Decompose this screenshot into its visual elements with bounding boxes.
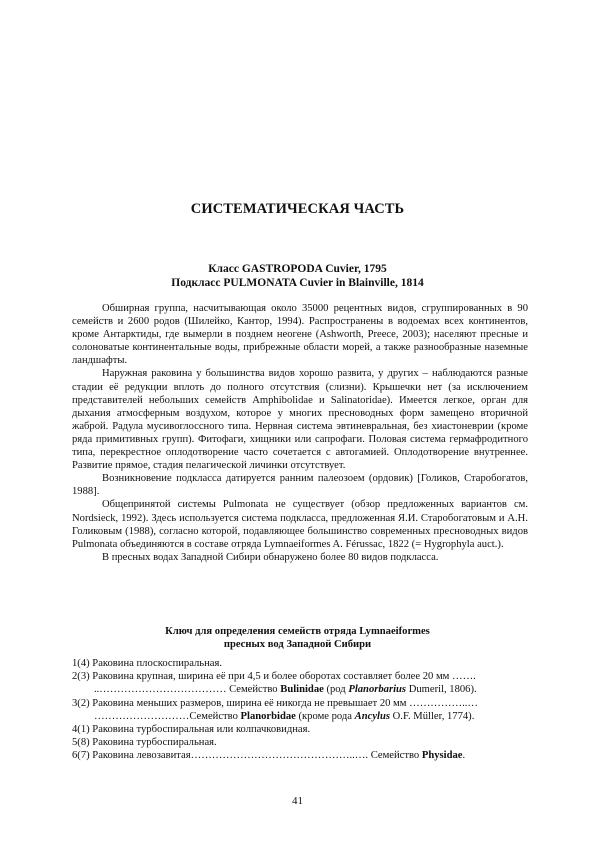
body-text (72, 302, 528, 564)
key-line-6: 4(1) Раковина турбоспиральная или колпачковидная. (72, 724, 311, 736)
identification-key (72, 657, 528, 763)
key-line-1: 1(4) Раковина плоскоспиральная. (72, 658, 223, 669)
key-line-8-end: . (462, 750, 466, 762)
key-line-7: 5(8) Раковина турбоспиральная. (72, 737, 217, 749)
key-line-5-leader: ………………………Семейство (94, 710, 241, 722)
paragraph-3: Возникновение подкласса датируется ранним палеозоем (ордовик) [Голиков, Старобогатов, 1988]. (72, 473, 528, 498)
class-heading-line-2: Подкласс PULMONATA Cuvier in Blainville, 1814 (171, 277, 424, 289)
key-line-3-leader: ..……………………………… Семейство (94, 684, 281, 696)
key-line-3 (72, 683, 528, 696)
key-line-8-leader: 6(7) Раковина левозавитая………………………………………..…. Семейство (72, 750, 422, 762)
key-heading-line-1: Ключ для определения семейств отряда Lymnaeiformes (165, 626, 430, 637)
class-heading (0, 262, 595, 290)
family-physidae: Physidae (421, 750, 463, 762)
paragraph-4: Общепринятой системы Pulmonata не существует (обзор предложенных вариантов см. Nordsieck, 1992). Здесь используется система подкласса, предложенная Я.И. Старобогатовым и А.Н. Голиковым (1988), согласно которой, подавляющее большинство современных пресноводных видов Pulmonata объединяются в составе отряда Lymnaeiformes A. Férussac, 1822 (= Hygrophyla auct.). (72, 499, 528, 550)
page-title: СИСТЕМАТИЧЕСКАЯ ЧАСТЬ (190, 201, 405, 217)
key-line-8 (72, 749, 528, 762)
key-line-3-end: Dumeril, 1806). (406, 684, 477, 696)
key-line-5 (72, 710, 528, 723)
family-bulinidae: Bulinidae (280, 684, 324, 696)
genus-ancylus: Ancylus (354, 710, 390, 722)
paragraph-5: В пресных водах Западной Сибири обнаружено более 80 видов подкласса. (102, 551, 439, 563)
key-line-2: 2(3) Раковина крупная, ширина её при 4,5 и более оборотах составляет более 20 мм ……. (72, 671, 476, 683)
class-heading-line-1: Класс GASTROPODA Cuvier, 1795 (208, 263, 387, 275)
key-line-5-mid: (кроме рода (295, 710, 355, 722)
key-heading (0, 625, 595, 651)
page-number: 41 (292, 795, 303, 807)
key-line-5-end: O.F. Müller, 1774). (390, 710, 475, 722)
key-line-4: 3(2) Раковина меньших размеров, ширина её никогда не превышает 20 мм ……………..… (72, 697, 478, 709)
key-heading-line-2: пресных вод Западной Сибири (223, 639, 372, 650)
genus-planorbarius: Planorbarius (348, 684, 407, 696)
family-planorbidae: Planorbidae (240, 710, 296, 722)
paragraph-1: Обширная группа, насчитывающая около 35000 рецентных видов, сгруппированных в 90 семейств и 2600 родов (Шилейко, Кантор, 1994). Распространены в водоемах всех континентов, кроме Антарктиды, где вымерли в позднем неогене (Ashworth, Preece, 2003); населяют пресные и солоноватые континентальные воды, прибрежные области морей, а также разнообразные наземные ландшафты. (72, 303, 528, 367)
key-line-3-mid: (род (323, 684, 349, 696)
paragraph-2: Наружная раковина у большинства видов хорошо развита, у других – наблюдаются разные стадии её редукции вплоть до полного отсутствия (слизни). Крышечки нет (за исключением представителей небольших семейств Amphibolidae и Salinatoridae). Имеется легкое, орган для дыхания атмосферным воздухом, которое у многих пресноводных форм замещено вторичной жаброй. Радула мусивоглоссного типа. Нервная система эвтиневральная, без хиастоневрии (кроме ряда примитивных групп). Фитофаги, хищники или сапрофаги. Половая система гермафродитного типа, перекрестное оплодотворение часто сочетается с автогамией. Оплодотворение внутреннее. Развитие прямое, стадия пелагической личинки отсутствует. (72, 368, 528, 472)
